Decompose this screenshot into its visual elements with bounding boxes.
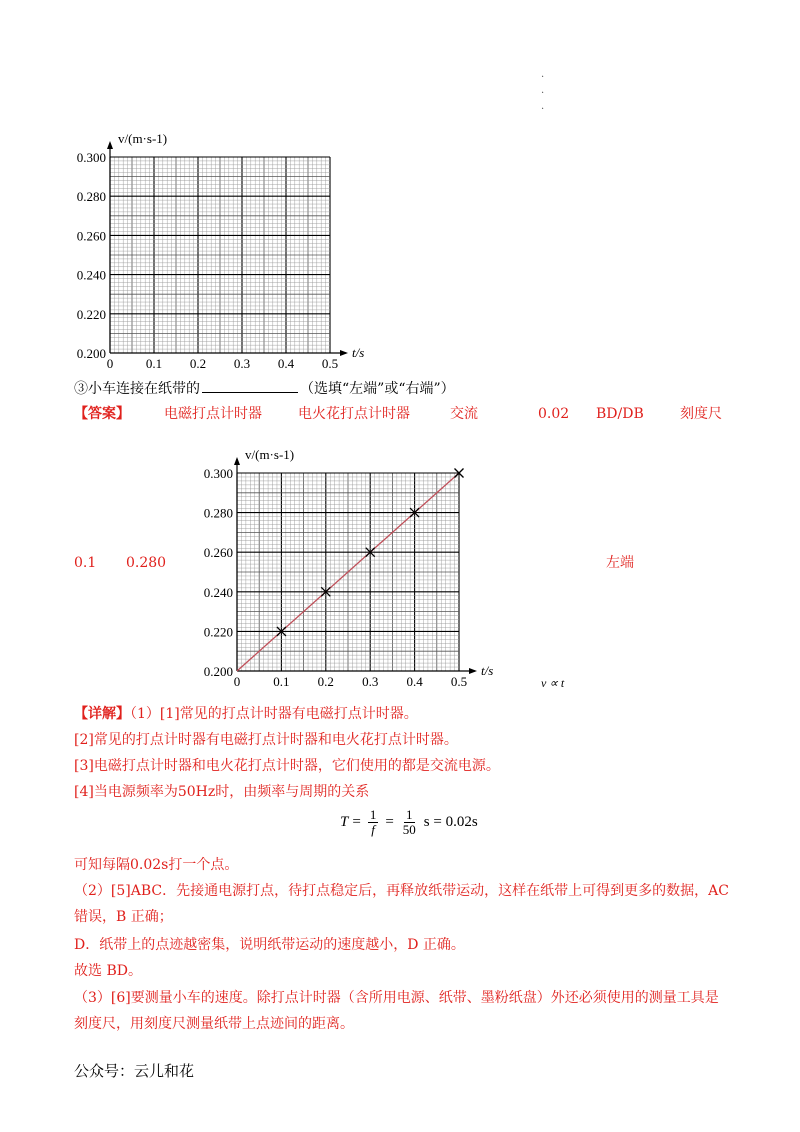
x-axis-arrow — [340, 350, 348, 356]
y-tick-label: 0.240 — [203, 584, 233, 600]
x-tick-label: 0.2 — [189, 356, 207, 371]
y-tick-label: 0.240 — [76, 267, 106, 283]
question-3-prefix: ③小车连接在纸带的 — [74, 381, 200, 397]
y-tick-label: 0.220 — [203, 624, 233, 640]
x-tick-label: 0.1 — [145, 356, 163, 371]
explanation-line-10: （3）[6]要测量小车的速度。除打点计时器（含所用电源、纸带、墨粉纸盘）外还必须使用的测量工具是 — [74, 990, 719, 1006]
x-axis-label: t/s — [481, 663, 494, 678]
explanation-text: （1）[1]常见的打点计时器有电磁打点计时器。 — [130, 706, 418, 722]
y-axis-label: v/(m·s-1) — [118, 131, 168, 146]
answer-item: 交流 — [450, 406, 478, 422]
explanation-line-8: D．纸带上的点迹越密集，说明纸带运动的速度越小，D 正确。 — [74, 937, 465, 953]
footer-account: 公众号：云儿和花 — [74, 1062, 195, 1080]
y-tick-label: 0.280 — [76, 189, 106, 205]
answer-value: 0.1 — [74, 555, 97, 571]
x-tick-label: 0.3 — [362, 674, 379, 689]
y-axis-arrow — [107, 141, 113, 149]
x-tick-label: 0.2 — [317, 674, 334, 689]
y-tick-label: 0.200 — [203, 664, 233, 679]
x-axis-arrow — [469, 668, 477, 674]
dot: . — [541, 69, 545, 80]
y-tick-label: 0.300 — [203, 466, 233, 481]
fraction-1-denominator: f — [371, 822, 375, 837]
x-tick-label: 0.3 — [233, 356, 251, 371]
dot: . — [541, 85, 545, 96]
answer-value: 左端 — [606, 555, 634, 571]
x-tick-label: 0 — [233, 674, 241, 689]
answer-row — [74, 404, 724, 424]
x-axis-label: t/s — [352, 345, 365, 360]
explanation-line-11: 刻度尺，用刻度尺测量纸带上点迹间的距离。 — [74, 1016, 354, 1032]
x-tick-label: 0.4 — [406, 674, 423, 689]
explanation-line-6: （2）[5]ABC．先接通电源打点，待打点稳定后，再释放纸带运动，这样在纸带上可得到更多的数据，AC — [74, 883, 729, 899]
answer-value: 0.280 — [126, 555, 167, 571]
dot: . — [541, 101, 545, 112]
relation-label: v ∝ t — [541, 676, 565, 690]
y-tick-label: 0.260 — [203, 545, 233, 561]
question-3 — [74, 378, 455, 399]
explanation-label: 【详解】 — [74, 706, 130, 722]
question-3-suffix: （选填“左端”或“右端”） — [300, 381, 455, 397]
fraction-1 — [368, 808, 379, 837]
explanation-line-2: [2]常见的打点计时器有电磁打点计时器和电火花打点计时器。 — [74, 732, 458, 748]
answer-item: 刻度尺 — [680, 406, 722, 422]
answer-item: 电磁打点计时器 — [164, 406, 262, 422]
y-axis-arrow — [234, 457, 240, 465]
x-tick-label: 0.5 — [321, 356, 339, 371]
y-tick-label: 0.300 — [76, 150, 106, 165]
explanation-line-1 — [74, 704, 418, 724]
fraction-2-denominator: 50 — [402, 822, 416, 837]
equals-sign: = — [352, 814, 361, 830]
y-axis-label: v/(m·s-1) — [245, 447, 295, 462]
x-tick-label: 0.1 — [273, 674, 290, 689]
formula-lhs: T — [340, 814, 349, 830]
explanation-line-7: 错误，B 正确； — [74, 909, 173, 925]
answer-item: 0.02 — [538, 406, 570, 422]
fraction-1-numerator: 1 — [369, 807, 377, 822]
explanation-line-5: 可知每隔0.02s打一个点。 — [74, 857, 239, 873]
y-tick-label: 0.200 — [76, 346, 106, 361]
x-tick-label: 0.4 — [277, 356, 295, 371]
explanation-line-4: [4]当电源频率为50Hz时，由频率与周期的关系 — [74, 784, 370, 800]
fraction-2 — [401, 808, 418, 837]
explanation-line-3: [3]电磁打点计时器和电火花打点计时器，它们使用的都是交流电源。 — [74, 758, 500, 774]
y-tick-label: 0.280 — [203, 505, 233, 521]
answer-item: 电火花打点计时器 — [298, 406, 410, 422]
explanation-line-9: 故选 BD。 — [74, 963, 142, 979]
fraction-2-numerator: 1 — [406, 807, 413, 822]
answer-item: BD/DB — [596, 406, 644, 422]
answer-blank[interactable] — [202, 378, 298, 393]
x-tick-label: 0 — [106, 356, 114, 371]
period-formula — [340, 808, 478, 837]
header-dots — [541, 70, 544, 112]
answer-label: 【答案】 — [74, 406, 130, 422]
answer-velocity-time-chart — [190, 425, 510, 695]
empty-velocity-grid-chart — [60, 108, 380, 373]
equals-sign: = — [385, 814, 394, 830]
y-tick-label: 0.260 — [76, 228, 106, 244]
y-tick-label: 0.220 — [76, 306, 106, 322]
formula-rhs: s = 0.02s — [423, 814, 478, 830]
x-tick-label: 0.5 — [450, 674, 468, 689]
